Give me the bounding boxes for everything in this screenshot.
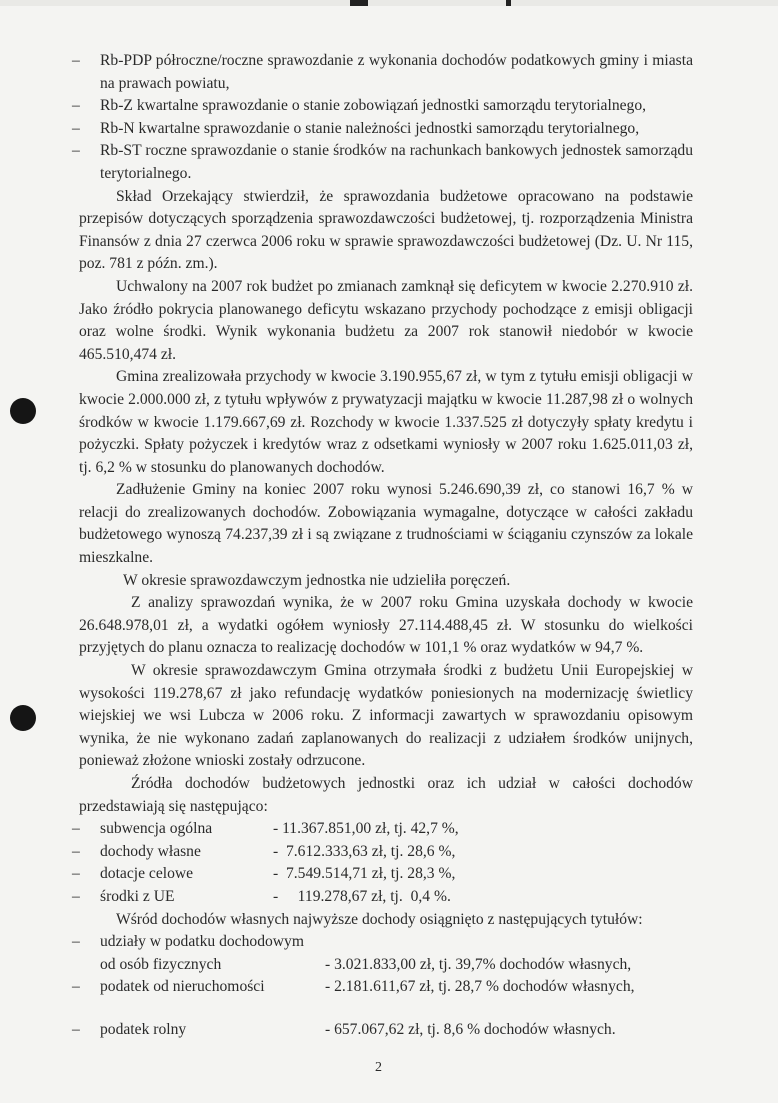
own-income-label: podatek rolny (100, 1020, 187, 1038)
bullet-item: – Rb-ST roczne sprawozdanie o stanie środków na rachunkach bankowych jednostek samorządu terytorialnego. (79, 140, 693, 185)
income-source-row (79, 886, 693, 909)
own-income-label: podatek od nieruchomości (100, 978, 265, 996)
own-income-label: od osób fizycznych (100, 955, 222, 973)
own-income-row (79, 976, 693, 999)
paragraph: Źródła dochodów budżetowych jednostki oraz ich udział w całości dochodów przedstawiają się następująco: (79, 775, 693, 815)
document-page (79, 50, 693, 1042)
own-income-row (79, 954, 693, 977)
own-income-row (79, 931, 693, 954)
page-number: 2 (375, 1060, 382, 1075)
income-source-row (79, 818, 693, 841)
own-income-intro: Wśród dochodów własnych najwyższe dochody osiągnięto z następujących tytułów: (116, 910, 643, 928)
bullet-item: – Rb-Z kwartalne sprawozdanie o stanie zobowiązań jednostki samorządu terytorialnego, (79, 95, 693, 118)
income-source-label: – dochody własne (100, 842, 201, 860)
income-source-label: – subwencja ogólna (100, 820, 213, 838)
punch-hole (10, 705, 36, 731)
punch-hole (10, 398, 36, 424)
income-source-row (79, 863, 693, 886)
bullet-item: – Rb-PDP półroczne/roczne sprawozdanie z wykonania dochodów podatkowych gminy i miasta na prawach powiatu, (79, 50, 693, 95)
spacer (79, 999, 693, 1019)
paragraph: W okresie sprawozdawczym Gmina otrzymała środki z budżetu Unii Europejskiej w wysokości 119.278,67 zł jako refundację wydatków poniesionych na modernizację świetlicy wiejskiej we wsi Lubcza w 2006 roku. Z informacji zawartych w sprawozdaniu opisowym wynika, że nie wykonano zadań zaplanowanych do realizacji z udziałem środków unijnych, ponieważ złożone wnioski zostały odrzucone. (79, 662, 693, 770)
paragraph: Zadłużenie Gminy na koniec 2007 roku wynosi 5.246.690,39 zł, co stanowi 16,7 % w relacji do zrealizowanych dochodów. Zobowiązania wymagalne, dotyczące w całości zakładu budżetowego wynoszą 74.237,39 zł i są związane z trudnościami w ściąganiu czynszów za lokale mieszkalne. (79, 481, 693, 567)
scan-mark (350, 0, 368, 6)
paragraph: Gmina zrealizowała przychody w kwocie 3.190.955,67 zł, w tym z tytułu emisji obligacji w kwocie 2.000.000 zł, z tytułu wpływów z prywatyzacji majątku w kwocie 11.287,98 zł o wolnych środków w kwocie 1.179.667,69 zł. Rozchody w kwocie 1.337.525 zł dotyczyły spłaty kredytu i pożyczki. Spłaty pożyczek i kredytów wraz z odsetkami wyniosły w 2007 roku 1.625.011,03 zł, tj. 6,2 % w stosunku do planowanych dochodów. (79, 368, 693, 476)
own-income-row (79, 1019, 693, 1042)
income-source-label: – środki z UE (100, 887, 175, 905)
income-source-value: - 11.367.851,00 zł, tj. 42,7 %, (273, 820, 459, 838)
own-income-value: - 2.181.611,67 zł, tj. 28,7 % dochodów własnych, (325, 978, 635, 996)
bullet-item: – Rb-N kwartalne sprawozdanie o stanie należności jednostki samorządu terytorialnego, (79, 118, 693, 141)
paragraph: Skład Orzekający stwierdził, że sprawozdania budżetowe opracowano na podstawie przepisów dotyczących sporządzenia sprawozdawczości budżetowej, tj. rozporządzenia Ministra Finansów z dnia 27 czerwca 2006 roku w sprawie sprawozdawczości budżetowej (Dz. U. Nr 115, poz. 781 z późn. zm.). (79, 187, 693, 273)
income-source-row (79, 841, 693, 864)
paragraph: Uchwalony na 2007 rok budżet po zmianach zamknął się deficytem w kwocie 2.270.910 zł. Jako źródło pokrycia planowanego deficytu wskazano przychody pochodzące z emisji obligacji oraz wolne środki. Wynik wykonania budżetu za 2007 rok stanowił niedobór w kwocie 465.510,474 zł. (79, 277, 693, 363)
own-income-value: - 3.021.833,00 zł, tj. 39,7% dochodów własnych, (325, 955, 632, 973)
income-source-value: - 119.278,67 zł, tj. 0,4 %. (273, 887, 451, 905)
income-source-value: - 7.612.333,63 zł, tj. 28,6 %, (273, 842, 456, 860)
own-income-value: - 657.067,62 zł, tj. 8,6 % dochodów własnych. (325, 1020, 616, 1038)
scan-mark (506, 0, 511, 6)
paragraph: W okresie sprawozdawczym jednostka nie udzieliła poręczeń. (123, 571, 511, 589)
scan-top-edge (0, 0, 778, 6)
income-source-label: – dotacje celowe (100, 865, 194, 883)
own-income-label: udziały w podatku dochodowym (100, 933, 304, 951)
income-source-value: - 7.549.514,71 zł, tj. 28,3 %, (273, 865, 456, 883)
paragraph: Z analizy sprawozdań wynika, że w 2007 roku Gmina uzyskała dochody w kwocie 26.648.978,01 zł, a wydatki ogółem wyniosły 27.114.488,45 zł. W stosunku do wielkości przyjętych do planu oznacza to realizację dochodów w 101,1 % oraz wydatków w 94,7 %. (79, 594, 693, 657)
